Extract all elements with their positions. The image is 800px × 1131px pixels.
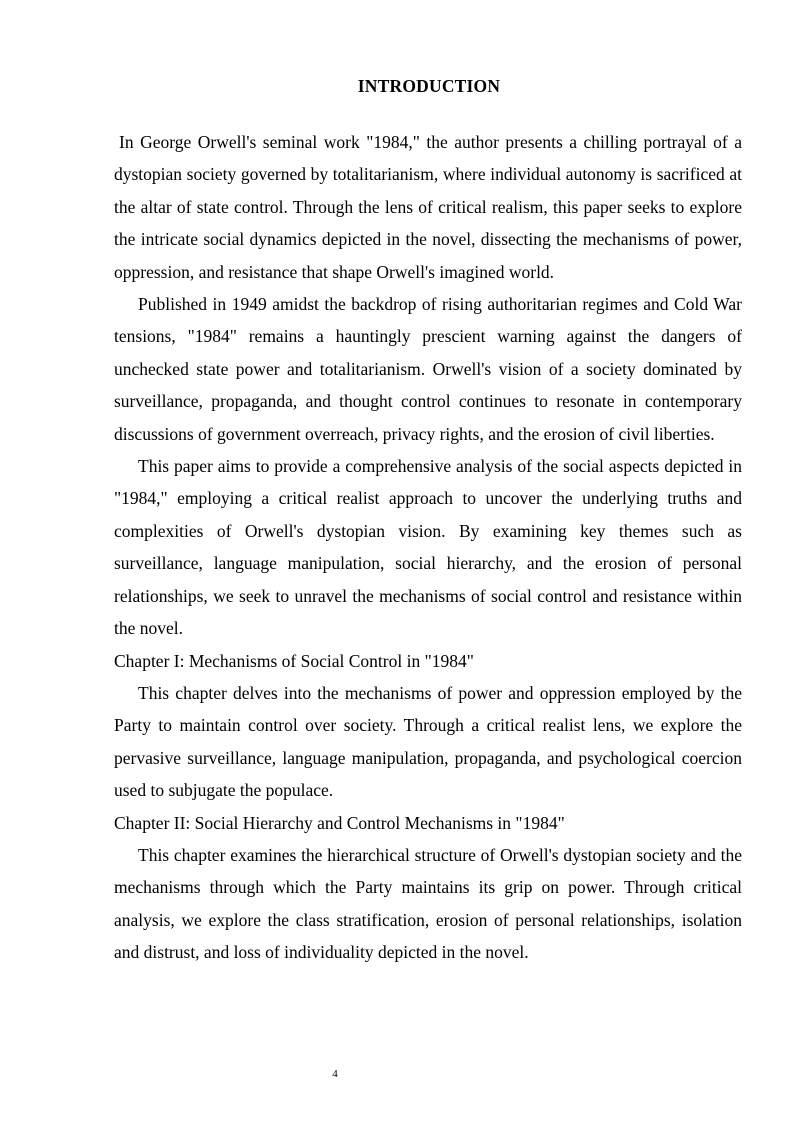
page-number: 4 bbox=[332, 1068, 338, 1080]
chapter-2-text: This chapter examines the hierarchical structure of Orwell's dystopian society and the mechanisms through which the Party maintains its grip on power. Through critical analysis, we explore the class stratification, erosion of personal relationships, isolation and distrust, and loss of individuality depicted in the novel. bbox=[114, 844, 742, 963]
chapter-1-heading: Chapter I: Mechanisms of Social Control in "1984" bbox=[114, 650, 474, 671]
chapter-1-text: This chapter delves into the mechanisms of power and oppression employed by the Party to maintain control over society. Through a critical realist lens, we explore the pervasive surveillance, language manipulation, propaganda, and psychological coercion used to subjugate the populace. bbox=[114, 682, 742, 801]
paragraph-intro-1: In George Orwell's seminal work "1984," the author presents a chilling portrayal of a dystopian society governed by totalitarianism, where individual autonomy is sacrificed at the altar of state control. Through the lens of critical realism, this paper seeks to explore the intricate social dynamics depicted in the novel, dissecting the mechanisms of power, oppression, and resistance that shape Orwell's imagined world. bbox=[114, 132, 742, 282]
document-body bbox=[114, 126, 742, 969]
page-title: INTRODUCTION bbox=[357, 76, 501, 96]
paragraph-intro-3: This paper aims to provide a comprehensive analysis of the social aspects depicted in "1984," employing a critical realist approach to uncover the underlying truths and complexities of Orwell's dystopian vision. By examining key themes such as surveillance, language manipulation, social hierarchy, and the erosion of personal relationships, we seek to unravel the mechanisms of social control and resistance within the novel. bbox=[114, 456, 742, 639]
paragraph-intro-2: Published in 1949 amidst the backdrop of rising authoritarian regimes and Cold War tensions, "1984" remains a hauntingly prescient warning against the dangers of unchecked state power and totalitarianism. Orwell's vision of a society dominated by surveillance, propaganda, and thought control continues to resonate in contemporary discussions of government overreach, privacy rights, and the erosion of civil liberties. bbox=[114, 294, 742, 444]
chapter-2-heading: Chapter II: Social Hierarchy and Control Mechanisms in "1984" bbox=[114, 812, 565, 833]
